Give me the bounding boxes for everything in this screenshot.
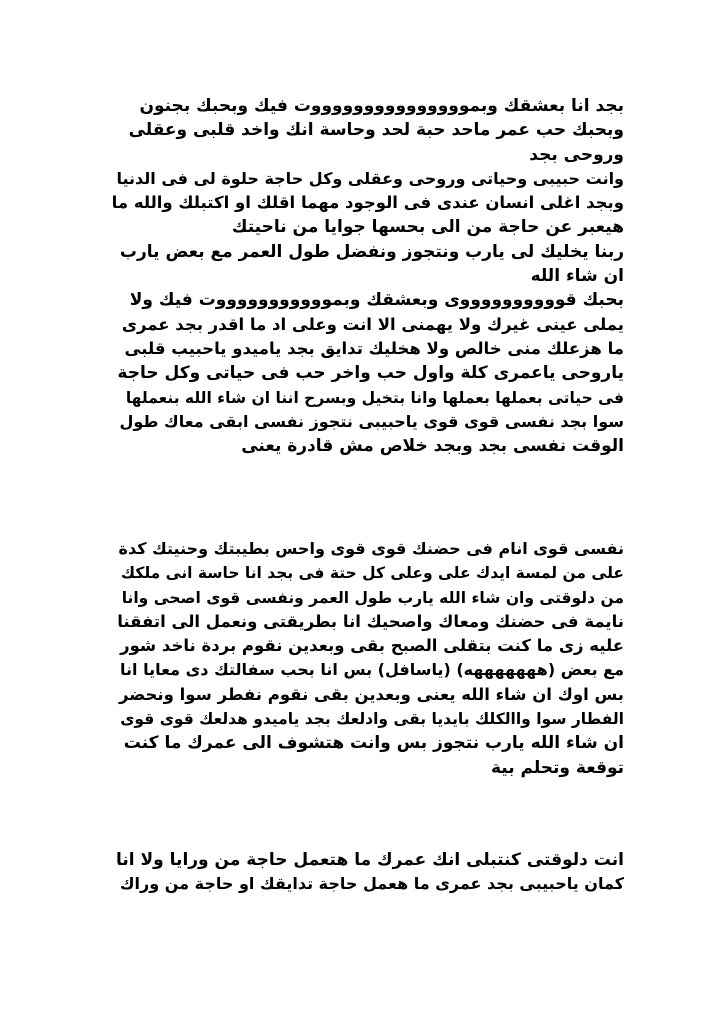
text-line: وروحى بجد: [529, 144, 624, 165]
text-line: فى حياتى بعملها بعملها وانا بتخيل وبسرح اننا ان شاء الله بنعملها: [125, 388, 624, 407]
paragraph-1: [112, 94, 624, 458]
text-line: هيعبر عن حاجة من الى بحسها جوايا من ناحيتك: [231, 217, 624, 238]
text-line: الفطار سوا واالكلك بايديا بقى وادلعك بجد ياميدو هدلعك قوى قوى: [120, 710, 624, 729]
text-line: ان شاء الله: [530, 266, 624, 287]
text-line: سوا بجد نفسى قوى قوى ياحبيبى نتجوز نفسى ابقى معاك طول: [119, 411, 624, 431]
paragraph-2: [112, 537, 624, 780]
text-line: مع بعض (هههههههه) (ياسافل) بس انا بحب سفالتك دى معايا انا: [120, 660, 624, 680]
paragraph-3: [112, 848, 624, 897]
text-line: نايمة فى حضنك ومعاك واصحيك انا بطريقتى ونعمل الى اتفقنا: [117, 611, 624, 631]
text-line: الوقت نفسى بجد وبجد خلاص مش قادرة يعنى: [241, 436, 624, 457]
text-line: ربنا يخليك لى يارب ونتجوز ونفضل طول العمر مع بعض يارب: [119, 241, 624, 262]
text-line: وبحبك حب عمر ماحد حبة لحد وحاسة انك واخد قلبى وعقلى: [128, 120, 624, 141]
text-line: على من لمسة ايدك على وعلى كل حتة فى بجد انا حاسة انى ملكك: [120, 564, 624, 583]
text-line: من دلوقتى وان شاء الله يارب طول العمر ونفسى قوى اصحى وانا: [121, 588, 624, 607]
text-line: يملى عينى غيرك ولا يهمنى الا انت وعلى اد ما اقدر بجد عمرى: [121, 314, 624, 334]
text-line: وبجد اغلى انسان عندى فى الوجود مهما اقلك او اكتبلك والله ما: [112, 193, 624, 213]
text-line: بحبك قووووووووووى وبعشقك وبموووووووووووت فيك ولا: [129, 290, 624, 311]
text-line: بس اوك ان شاء الله يعنى وبعدين بقى نقوم نفطر سوا ونحضر: [119, 684, 624, 704]
text-line: بجد انا بعشقك وبموووووووووووووووت فيك وبحبك بجنون: [139, 96, 624, 116]
text-line: ياروحى ياعمرى كلة واول حب واخر حب فى حياتى وكل حاجة: [117, 363, 624, 384]
text-line: كمان ياحبيبى بجد عمرى ما هعمل حاجة تدايقك او حاجة من وراك: [119, 874, 624, 894]
text-line: وانت حبيبى وحياتى وروحى وعقلى وكل حاجة حلوة لى فى الدنيا: [116, 168, 624, 188]
text-line: انت دلوقتى كنتبلى انك عمرك ما هتعمل حاجة من ورايا ولا انا: [116, 850, 624, 870]
text-line: عليه زى ما كنت بتقلى الصبح بقى وبعدين نقوم بردة ناخد شور: [120, 636, 624, 656]
text-line: نفسى قوى انام فى حضنك قوى قوى واحس بطيبتك وحنيتك كدة: [118, 539, 624, 558]
text-line: ان شاء الله يارب نتجوز بس وانت هتشوف الى عمرك ما كنت: [123, 733, 624, 754]
text-line: ما هزعلك منى خالص ولا هخليك تدايق بجد ياميدو ياحبيب قلبى: [124, 338, 624, 358]
text-line: توقعة وتحلم بية: [490, 757, 624, 778]
